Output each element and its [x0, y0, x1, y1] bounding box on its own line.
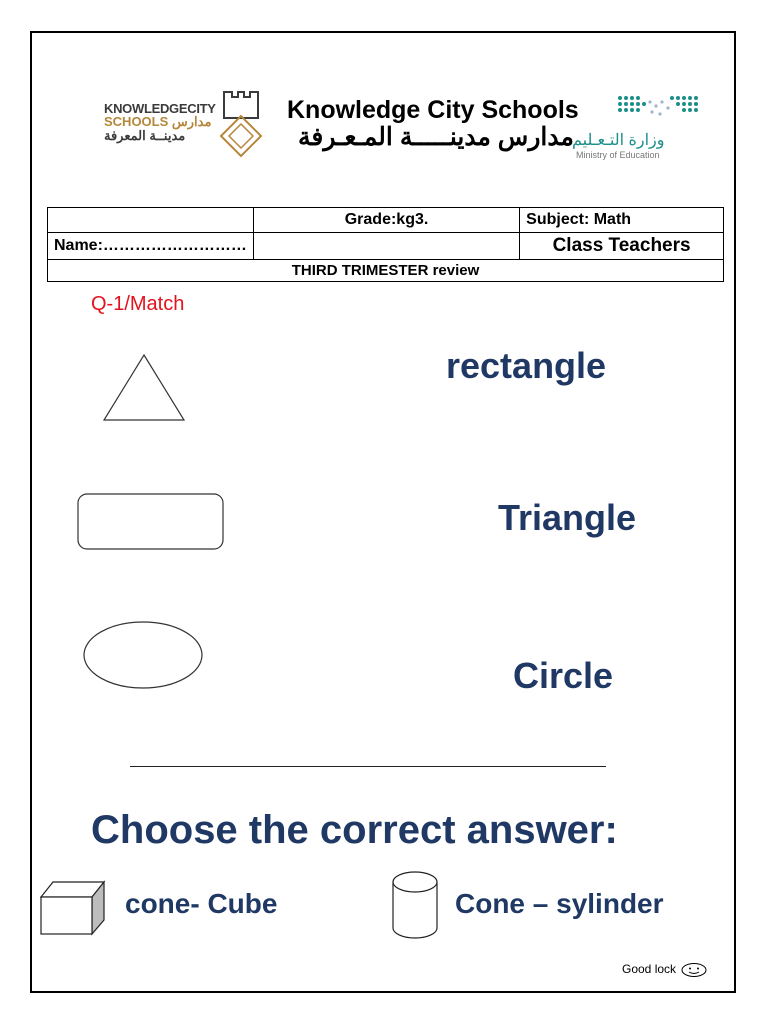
good-luck-text: Good lock	[622, 962, 677, 976]
word-circle[interactable]: Circle	[513, 655, 614, 696]
teachers-cell: Class Teachers	[520, 233, 724, 260]
ministry-logo-icon	[612, 92, 704, 128]
school-name-en: Knowledge City Schools	[287, 96, 579, 124]
school-name-ar: مدارس مدينـــــة المـعـرفة	[298, 123, 574, 151]
blank-cell	[253, 233, 519, 260]
blank-cell	[48, 208, 254, 233]
cylinder-icon	[390, 868, 440, 942]
word-rectangle[interactable]: rectangle	[446, 345, 607, 386]
review-title-cell: THIRD TRIMESTER review	[48, 260, 724, 282]
cube-icon	[38, 879, 108, 937]
smiley-icon	[680, 962, 708, 978]
ministry-name-ar: وزارة التـعـليم	[572, 132, 665, 149]
grade-cell: Grade:kg3.	[253, 208, 519, 233]
castle-logo-icon	[218, 88, 264, 160]
question-2-heading: Choose the correct answer:	[91, 808, 618, 852]
subject-cell: Subject: Math	[520, 208, 724, 233]
logo-text-schools: SCHOOLS مدارس	[104, 114, 212, 129]
table-row	[48, 260, 724, 282]
name-cell[interactable]: Name:………………………	[48, 233, 254, 260]
triangle-shape[interactable]	[100, 352, 190, 424]
option-cube-text[interactable]: cone- Cube	[125, 888, 278, 919]
ellipse-shape[interactable]	[81, 620, 207, 692]
rounded-rectangle-shape[interactable]	[76, 492, 226, 552]
section-divider	[130, 766, 606, 767]
ministry-name-en: Ministry of Education	[576, 150, 660, 160]
info-table	[47, 207, 724, 282]
table-row	[48, 233, 724, 260]
word-triangle[interactable]: Triangle	[498, 497, 637, 538]
logo-text-ar: مدينــة المعرفة	[104, 128, 186, 143]
question-1-label: Q-1/Match	[91, 293, 185, 315]
logo-text-en: KNOWLEDGECITY	[104, 101, 216, 116]
table-row	[48, 208, 724, 233]
option-cylinder-text[interactable]: Cone – sylinder	[455, 888, 664, 919]
